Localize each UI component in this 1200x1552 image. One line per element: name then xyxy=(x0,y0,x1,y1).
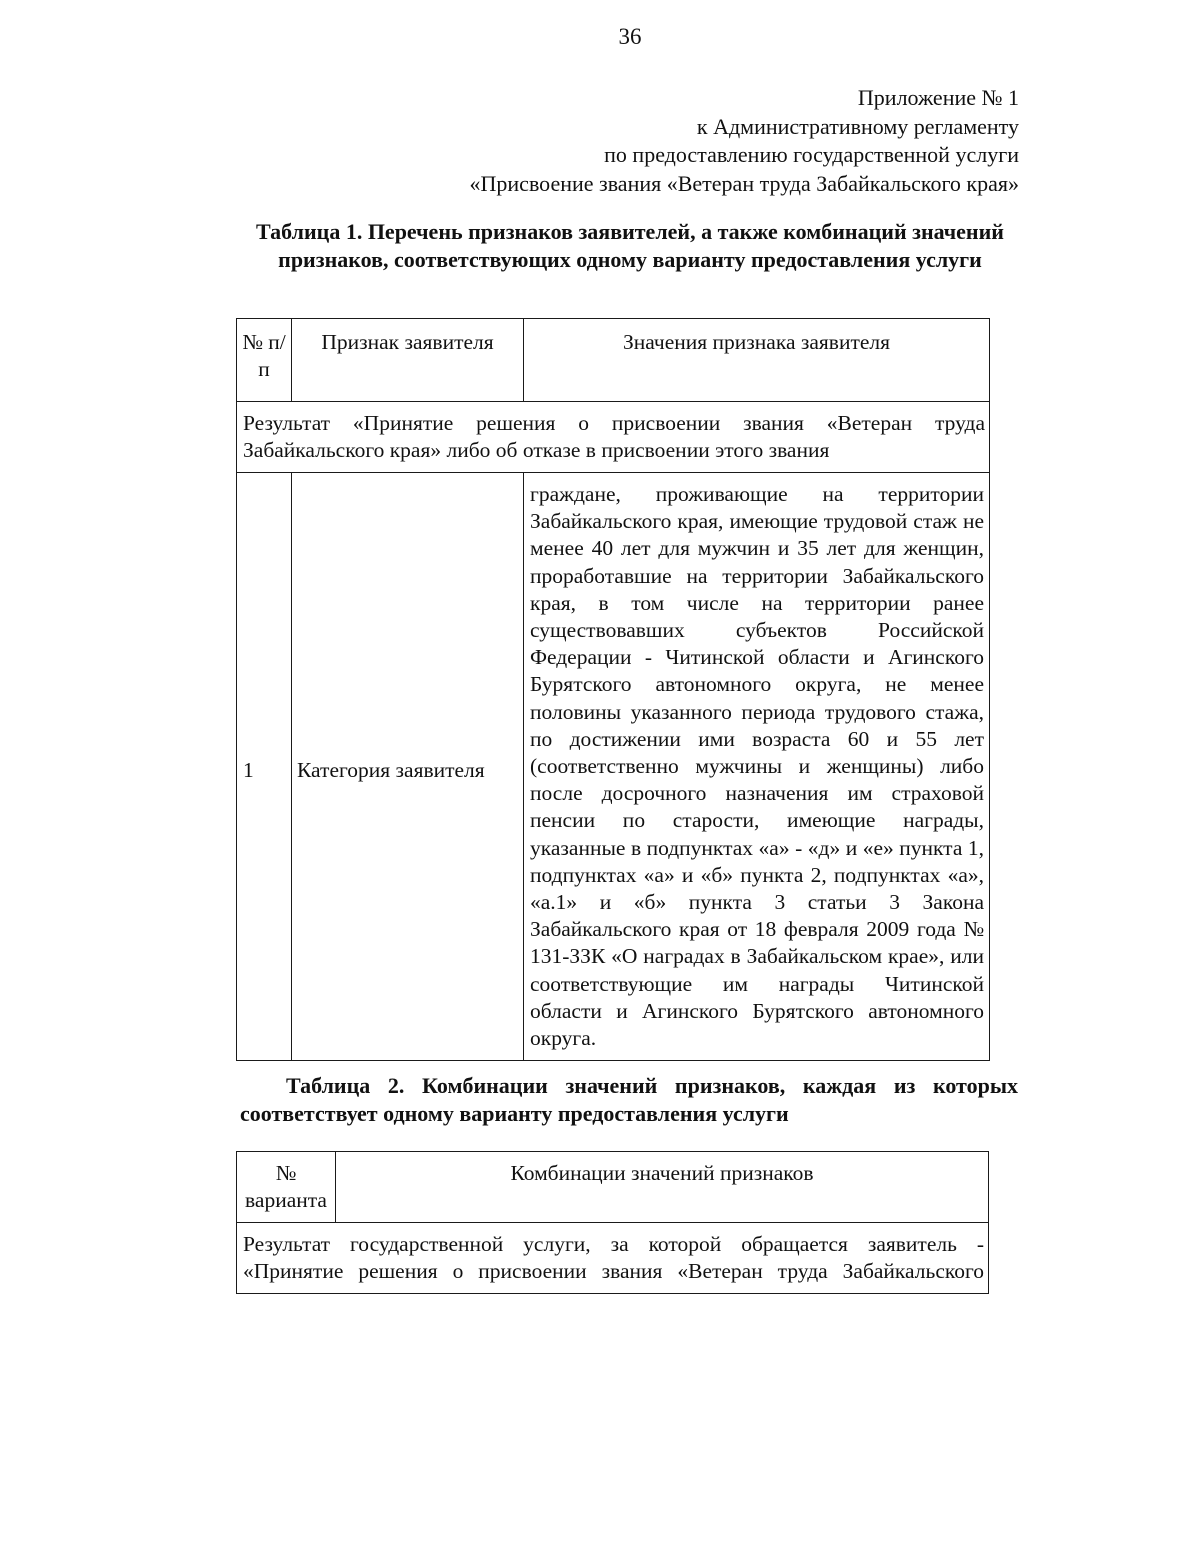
result-cell: Результат «Принятие решения о присвоении звания «Ветеран труда Забайкальского края» либо об отказе в присвоении этого звания xyxy=(237,402,990,473)
header-attribute: Признак заявителя xyxy=(292,319,524,402)
table-row xyxy=(237,473,990,1061)
page-number: 36 xyxy=(618,24,642,49)
row-attribute-cell: Категория заявителя xyxy=(292,473,524,1061)
header-variant: № варианта xyxy=(237,1152,336,1223)
table1-header-row xyxy=(237,319,990,402)
table1 xyxy=(236,318,990,1061)
appendix-line: по предоставлению государственной услуги xyxy=(604,142,1019,167)
appendix-line: «Присвоение звания «Ветеран труда Забайкальского края» xyxy=(469,170,1019,196)
row-num-cell: 1 xyxy=(237,473,292,1061)
table2-result-row xyxy=(237,1223,989,1294)
table2 xyxy=(236,1151,989,1294)
appendix-line: Приложение № 1 xyxy=(857,85,1019,110)
table1-title: Таблица 1. Перечень признаков заявителей, а также комбинаций значений признаков, соответствующих одному варианту предоставления услуги xyxy=(256,219,1004,272)
header-values: Значения признака заявителя xyxy=(524,319,990,402)
table2-title: Таблица 2. Комбинации значений признаков, каждая из которых соответствует одному варианту предоставления услуги xyxy=(240,1073,1018,1126)
table1-result-row xyxy=(237,402,990,473)
table2-header-row xyxy=(237,1152,989,1223)
row-value-cell: граждане, проживающие на территории Забайкальского края, имеющие трудовой стаж не менее 40 лет для мужчин и 35 лет для женщин, проработавшие на территории Забайкальского края, в том числе на территории ранее существовавших субъектов Российской Федерации - Читинской области и Агинского Бурятского автономного округа, не менее половины указанного периода трудового стажа, по достижении ими возраста 60 и 55 лет (соответственно мужчины и женщины) либо после досрочного назначения им страховой пенсии по старости, имеющие награды, указанные в подпунктах «а» - «д» и «е» пункта 1, подпунктах «а» и «б» пункта 2, подпунктах «а», «а.1» и «б» пункта 3 статьи 3 Закона Забайкальского края от 18 февраля 2009 года № 131-ЗЗК «О наградах в Забайкальском крае», или соответствующие им награды Читинской области и Агинского Бурятского автономного округа. xyxy=(524,473,990,1061)
appendix-line: к Административному регламенту xyxy=(696,113,1019,139)
header-num: № п/п xyxy=(237,319,292,402)
result-cell: Результат государственной услуги, за которой обращается заявитель - «Принятие решения о присвоении звания «Ветеран труда Забайкальского xyxy=(237,1223,989,1294)
appendix-header xyxy=(470,84,1019,198)
header-combinations: Комбинации значений признаков xyxy=(336,1152,989,1223)
